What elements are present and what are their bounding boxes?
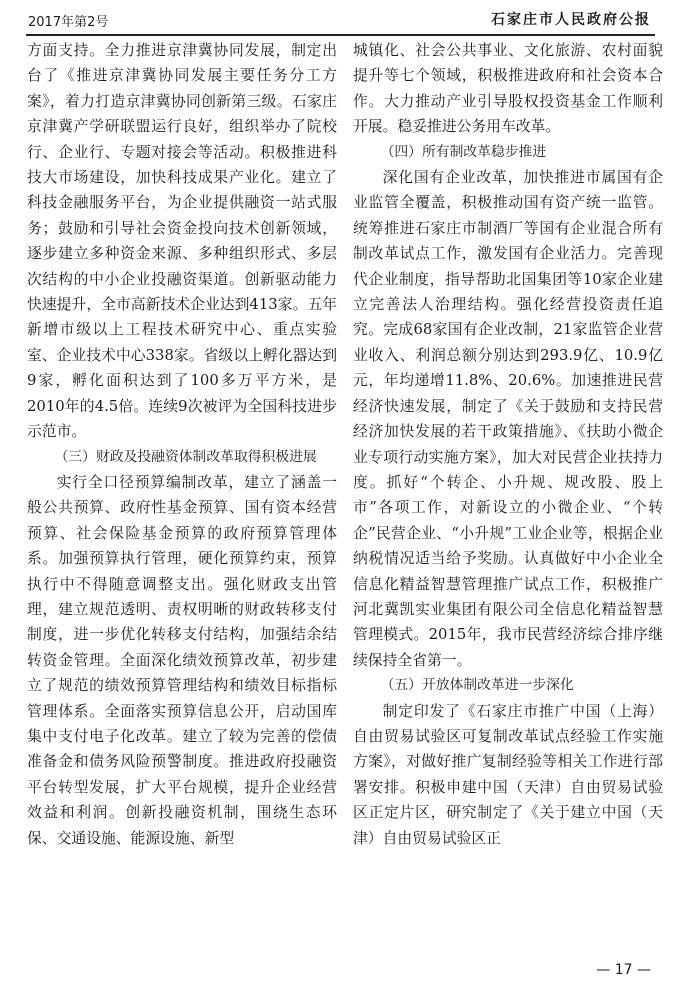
section-heading-opening-reform: （五）开放体制改革进一步深化 <box>380 677 574 694</box>
paragraph-free-trade-zone: 制定印发了《石家庄市推广中国（上海）自由贸易试验区可复制改革试点经验工作实施方案》，对做好推广复制经验等相关工作进行部署安排。积极申建中国（天津）自由贸易试验区正定片区，研究制定了《关于建立中国（天津）自由贸易试验区正 <box>353 702 663 847</box>
paragraph-investment-areas: 城镇化、社会公共事业、文化旅游、农村面貌提升等七个领域，积极推进政府和社会资本合作。大力推动产业引导股权投资基金工作顺利开展。稳妥推进公务用车改革。 <box>353 42 663 136</box>
section-heading-finance-reform: （三）财政及投融资体制改革取得积极进展 <box>54 448 317 465</box>
paragraph-soe-reform: 深化国有企业改革，加快推进市属国有企业监管全覆盖，积极推动国有资产统一监管。统筹推进石家庄市制酒厂等国有企业混合所有制改革试点工作，激发国有企业活力。完善现代企业制度，指导帮助北国集团等10家企业建立完善法人治理结构。强化经营投资责任追究。完成68家国有企业改制，21家监管企业营业收入、利润总额分别达到293.9亿、10.9亿元，年均递增11.8%、20.6%。加速推进民营经济快速发展，制定了《关于鼓励和支持民营经济加快发展的若干政策措施》、《扶助小微企业专项行动实施方案》，加大对民营企业扶持力度。抓好“个转企、小升规、规改股、股上市”各项工作，对新设立的小微企业、“个转企”民营企业、“小升规”工业企业等，根据企业纳税情况适当给予奖励。认真做好中小企业全信息化精益智慧管理推广试点工作，积极推广河北冀凯实业集团有限公司全信息化精益智慧管理模式。2015年，我市民营经济综合排序继续保持全省第一。 <box>353 169 663 669</box>
paragraph-budget-reform: 实行全口径预算编制改革，建立了涵盖一般公共预算、政府性基金预算、国有资本经营预算、社会保险基金预算的政府预算管理体系。加强预算执行管理，硬化预算约束，预算执行中不得随意调整支出。强化财政支出管理，建立规范透明、责权明晰的财政转移支付制度，进一步优化转移支付结构，加强结余结转资金管理。全面深化绩效预算改革，初步建立了规范的绩效预算管理结构和绩效目标指标管理体系。全面落实预算信息公开，启动国库集中支付电子化改革。建立了较为完善的偿债准备金和债务风险预警制度。推进政府投融资平台转型发展，扩大平台规模，提升企业经营效益和利润。创新投融资机制，围绕生态环保、交通设施、能源设施、新型 <box>27 473 337 847</box>
issue-label: 2017年第2号 <box>28 15 109 30</box>
publication-title: 石家庄市人民政府公报 <box>491 12 651 28</box>
left-column <box>27 38 337 958</box>
page-header <box>26 8 655 36</box>
paragraph-tech-innovation: 方面支持。全力推进京津冀协同发展，制定出台了《推进京津冀协同发展主要任务分工方案》，着力打造京津冀协同创新第三级。石家庄京津冀产学研联盟运行良好，组织举办了院校行、企业行、专题对接会等活动。积极推进科技大市场建设，加快科技成果产业化。建立了科技金融服务平台，为企业提供融资一站式服务；鼓励和引导社会资金投向技术创新领域，逐步建立多种资金来源、多种组织形式、多层次结构的中小企业投融资渠道。创新驱动能力快速提升，全市高新技术企业达到413家。五年新增市级以上工程技术研究中心、重点实验室、企业技术中心338家。省级以上孵化器达到9家，孵化面积达到了100多万平方米，是2010年的4.5倍。连续9次被评为全国科技进步示范市。 <box>27 42 337 441</box>
right-column <box>353 38 663 958</box>
section-heading-ownership-reform: （四）所有制改革稳步推进 <box>380 143 547 160</box>
page-number: — 17 — <box>596 962 651 978</box>
